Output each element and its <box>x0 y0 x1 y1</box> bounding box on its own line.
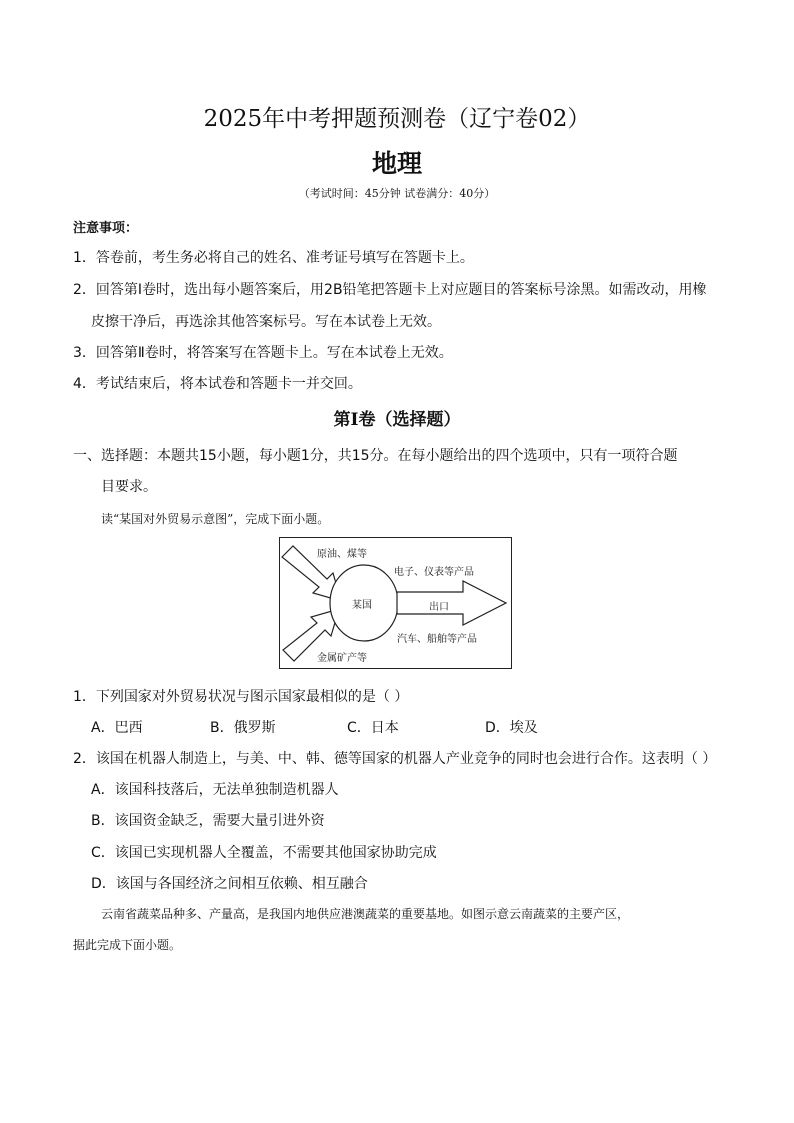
notice-item-4: 4．考试结束后，将本试卷和答题卡一并交回。 <box>73 376 362 392</box>
question-group-lead: 读“某国对外贸易示意图”，完成下面小题。 <box>101 512 330 526</box>
label-import-bottom: 金属矿产等 <box>317 653 367 664</box>
label-export-top: 电子、仪表等产品 <box>394 567 474 578</box>
question-1-option-b: B．俄罗斯 <box>210 720 276 736</box>
label-export-bottom: 汽车、船舶等产品 <box>397 634 477 645</box>
notice-title: 注意事项： <box>73 221 139 236</box>
notice-item-3: 3．回答第Ⅱ卷时，将答案写在答题卡上。写在本试卷上无效。 <box>73 345 453 361</box>
exam-title: 2025年中考押题预测卷（辽宁卷02） <box>203 106 591 132</box>
label-import-top: 原油、煤等 <box>317 549 367 560</box>
question-2-option-b: B．该国资金缺乏，需要大量引进外资 <box>91 813 325 829</box>
notice-item-2: 2．回答第Ⅰ卷时，选出每小题答案后，用2B铅笔把答题卡上对应题目的答案标号涂黑。如需改动，用橡 <box>73 282 707 298</box>
section-instructions-cont: 目要求。 <box>101 479 157 495</box>
label-country: 某国 <box>352 600 372 611</box>
question-2-option-a: A．该国科技落后，无法单独制造机器人 <box>91 782 339 798</box>
question-2-option-d: D．该国与各国经济之间相互依赖、相互融合 <box>91 876 368 892</box>
notice-item-2-cont: 皮擦干净后，再选涂其他答案标号。写在本试卷上无效。 <box>91 314 441 330</box>
question-group-2-lead: 云南省蔬菜品种多、产量高，是我国内地供应港澳蔬菜的重要基地。如图示意云南蔬菜的主要产区， <box>101 907 630 921</box>
question-1-option-d: D．埃及 <box>485 720 538 736</box>
question-1-option-a: A．巴西 <box>91 720 143 736</box>
exam-info: （考试时间：45分钟 试卷满分：40分） <box>298 187 496 200</box>
label-export: 出口 <box>429 602 449 613</box>
question-2-option-c: C．该国已实现机器人全覆盖，不需要其他国家协助完成 <box>91 845 437 861</box>
section-title: 第Ⅰ卷（选择题） <box>333 410 461 430</box>
section-instructions: 一、选择题：本题共15小题，每小题1分，共15分。在每小题给出的四个选项中，只有一项符合题 <box>73 448 678 464</box>
subject-title: 地理 <box>371 149 422 178</box>
notice-item-1: 1．答卷前，考生务必将自己的姓名、准考证号填写在答题卡上。 <box>73 250 474 266</box>
question-1-stem: 1．下列国家对外贸易状况与图示国家最相似的是（ ） <box>73 689 409 705</box>
trade-diagram <box>279 537 512 669</box>
question-1-option-c: C．日本 <box>347 720 399 736</box>
question-2-stem: 2．该国在机器人制造上，与美、中、韩、德等国家的机器人产业竞争的同时也会进行合作。这表明（ ） <box>73 751 717 767</box>
question-group-2-lead-cont: 据此完成下面小题。 <box>73 938 182 952</box>
